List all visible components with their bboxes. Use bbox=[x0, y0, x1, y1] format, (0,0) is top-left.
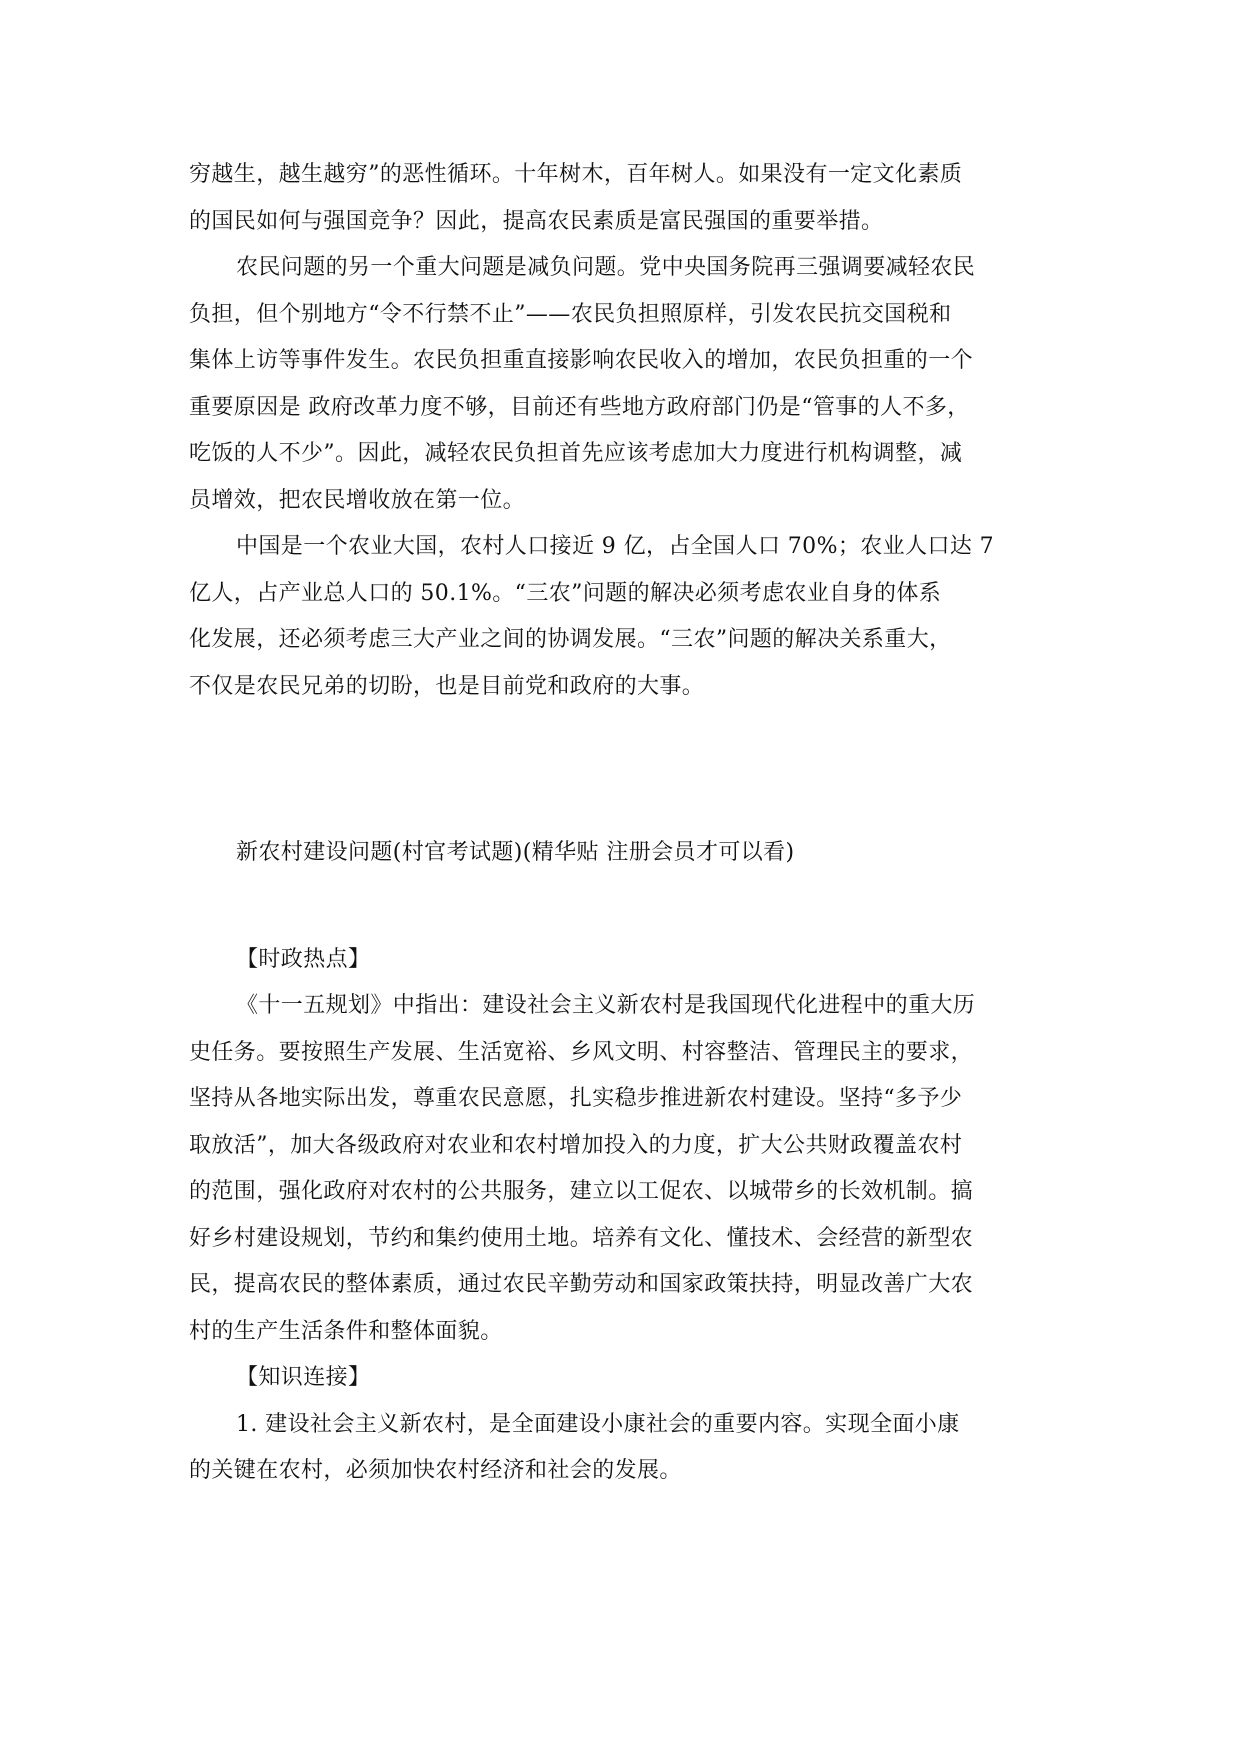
spacer bbox=[189, 877, 1051, 937]
text-line: 化发展，还必须考虑三大产业之间的协调发展。“三农”问题的解决关系重大， bbox=[189, 627, 952, 652]
paragraph bbox=[189, 152, 1051, 245]
paragraph bbox=[189, 983, 1051, 1355]
text-line: 村的生产生活条件和整体面貌。 bbox=[189, 1318, 503, 1344]
spacer bbox=[189, 710, 1051, 830]
paragraph bbox=[189, 524, 1051, 710]
text-line: 1. 建设社会主义新农村，是全面建设小康社会的重要内容。实现全面小康 bbox=[236, 1411, 960, 1437]
text-line: 不仅是农民兄弟的切盼，也是目前党和政府的大事。 bbox=[189, 673, 705, 699]
text-line: 集体上访等事件发生。农民负担重直接影响农民收入的增加，农民负担重的一个 bbox=[189, 348, 974, 373]
text-line: 负担，但个别地方“令不行禁不止”——农民负担照原样，引发农民抗交国税和 bbox=[189, 301, 952, 327]
text-line: 《十一五规划》中指出：建设社会主义新农村是我国现代化进程中的重大历 bbox=[236, 993, 976, 1018]
text-line: 农民问题的另一个重大问题是减负问题。党中央国务院再三强调要减轻农民 bbox=[236, 255, 976, 280]
text-line: 吃饭的人不少”。因此，减轻农民负担首先应该考虑加大力度进行机构调整，减 bbox=[189, 441, 963, 466]
text-line: 取放活”，加大各级政府对农业和农村增加投入的力度，扩大公共财政覆盖农村 bbox=[189, 1132, 963, 1158]
section-title: 新农村建设问题(村官考试题)(精华贴 注册会员才可以看) bbox=[236, 840, 795, 865]
subheading-knowledge-link: 【知识连接】 bbox=[236, 1365, 371, 1390]
text-line: 的国民如何与强国竞争？因此，提高农民素质是富民强国的重要举措。 bbox=[189, 208, 884, 234]
text-line: 史任务。要按照生产发展、生活宽裕、乡风文明、村容整洁、管理民主的要求， bbox=[189, 1039, 974, 1065]
document-page bbox=[189, 152, 1051, 1495]
paragraph bbox=[189, 245, 1051, 524]
text-line: 亿人，占产业总人口的 50.1%。“三农”问题的解决必须考虑农业自身的体系 bbox=[189, 580, 942, 606]
paragraph bbox=[189, 1402, 1051, 1495]
text-line: 中国是一个农业大国，农村人口接近 9 亿，占全国人口 70%；农业人口达 7 bbox=[236, 534, 995, 559]
text-line: 员增效，把农民增收放在第一位。 bbox=[189, 487, 526, 513]
text-line: 民，提高农民的整体素质，通过农民辛勤劳动和国家政策扶持，明显改善广大农 bbox=[189, 1272, 974, 1297]
text-line: 重要原因是 政府改革力度不够，目前还有些地方政府部门仍是“管事的人不多， bbox=[189, 394, 970, 420]
text-line: 坚持从各地实际出发，尊重农民意愿，扎实稳步推进新农村建设。坚持“多予少 bbox=[189, 1086, 963, 1111]
text-line: 的范围，强化政府对农村的公共服务，建立以工促农、以城带乡的长效机制。搞 bbox=[189, 1179, 974, 1204]
text-line: 好乡村建设规划，节约和集约使用土地。培养有文化、懂技术、会经营的新型农 bbox=[189, 1225, 974, 1251]
subheading-current-affairs: 【时政热点】 bbox=[236, 946, 371, 972]
text-line: 的关键在农村，必须加快农村经济和社会的发展。 bbox=[189, 1458, 682, 1483]
text-line: 穷越生，越生越穷”的恶性循环。十年树木，百年树人。如果没有一定文化素质 bbox=[189, 162, 963, 187]
